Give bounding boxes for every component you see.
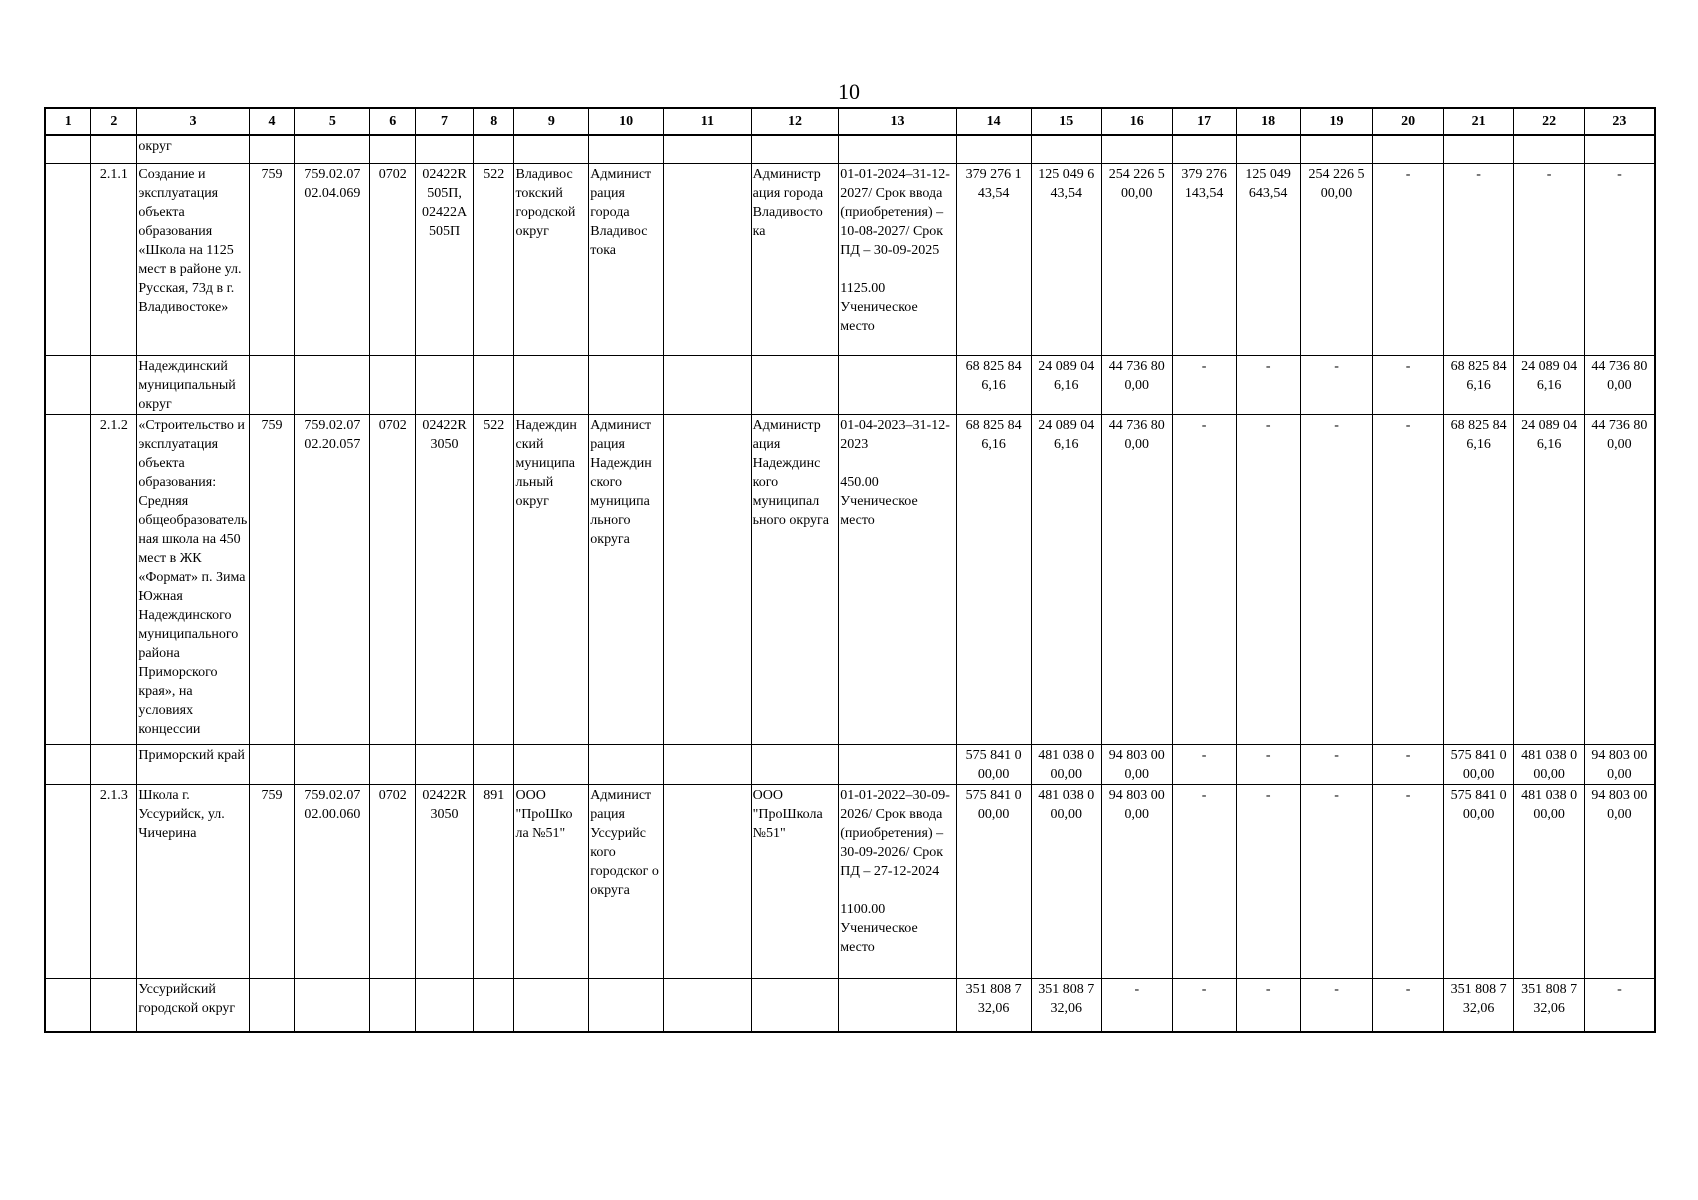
amount-col16: 44 736 80 0,00 xyxy=(1102,355,1173,414)
cell-col1 xyxy=(45,135,91,163)
amount-col17 xyxy=(1172,135,1236,163)
cell-col1 xyxy=(45,163,91,355)
cell-col11 xyxy=(664,163,752,355)
amount-col23: - xyxy=(1584,163,1655,355)
amount-col14: 68 825 84 6,16 xyxy=(956,355,1031,414)
object-row xyxy=(45,414,1655,744)
cell-col11 xyxy=(664,135,752,163)
amount-col23: - xyxy=(1584,978,1655,1032)
terms-capacity-cell: 01-01-2022–30-09-2026/ Срок ввода (приобретения) – 30-09-2026/ Срок ПД – 27-12-2024 1100.00 Ученическое место xyxy=(839,784,957,978)
amount-col21: 68 825 84 6,16 xyxy=(1443,355,1514,414)
cell-col8 xyxy=(473,135,514,163)
district-name-cell: округ xyxy=(137,135,249,163)
amount-col18: 125 049 643,54 xyxy=(1236,163,1300,355)
cell-col2 xyxy=(91,355,137,414)
cell-col1 xyxy=(45,978,91,1032)
target-article-cell: 759.02.07 02.00.060 xyxy=(295,784,370,978)
amount-col18: - xyxy=(1236,355,1300,414)
target-code-cell: 02422R 3050 xyxy=(416,414,474,744)
cell-col6 xyxy=(370,355,416,414)
column-header-18: 18 xyxy=(1236,108,1300,135)
investment-objects-table xyxy=(44,107,1656,1033)
amount-col23 xyxy=(1584,135,1655,163)
amount-col15: 351 808 7 32,06 xyxy=(1031,978,1102,1032)
amount-col17: 379 276 143,54 xyxy=(1172,163,1236,355)
object-row xyxy=(45,784,1655,978)
amount-col16: 94 803 00 0,00 xyxy=(1102,784,1173,978)
cell-col12 xyxy=(751,978,839,1032)
column-header-14: 14 xyxy=(956,108,1031,135)
amount-col23: 94 803 00 0,00 xyxy=(1584,784,1655,978)
amount-col18: - xyxy=(1236,978,1300,1032)
district-subtotal-row xyxy=(45,355,1655,414)
column-header-6: 6 xyxy=(370,108,416,135)
column-header-17: 17 xyxy=(1172,108,1236,135)
amount-col18: - xyxy=(1236,744,1300,784)
cell-col9 xyxy=(514,978,589,1032)
column-header-4: 4 xyxy=(249,108,295,135)
cell-col1 xyxy=(45,744,91,784)
chapter-code-cell: 759 xyxy=(249,784,295,978)
cell-col7 xyxy=(416,355,474,414)
amount-col16: 254 226 5 00,00 xyxy=(1102,163,1173,355)
cell-col5 xyxy=(295,135,370,163)
amount-col21: 68 825 84 6,16 xyxy=(1443,414,1514,744)
cell-col13 xyxy=(839,355,957,414)
responsible-authority-cell: Админист рация Надеждин ского муниципа льного округа xyxy=(589,414,664,744)
column-header-16: 16 xyxy=(1102,108,1173,135)
terms-capacity-cell: 01-01-2024–31-12-2027/ Срок ввода (приобретения) – 10-08-2027/ Срок ПД – 30-09-2025 1125.00 Ученическое место xyxy=(839,163,957,355)
column-header-12: 12 xyxy=(751,108,839,135)
column-header-21: 21 xyxy=(1443,108,1514,135)
column-number-header-row xyxy=(45,108,1655,135)
amount-col17: - xyxy=(1172,784,1236,978)
chapter-code-cell: 759 xyxy=(249,414,295,744)
location-cell: Надеждин ский муниципа льный округ xyxy=(514,414,589,744)
cell-col2 xyxy=(91,978,137,1032)
amount-col19: - xyxy=(1300,355,1373,414)
amount-col14: 351 808 7 32,06 xyxy=(956,978,1031,1032)
amount-col22: 24 089 04 6,16 xyxy=(1514,414,1585,744)
amount-col17: - xyxy=(1172,355,1236,414)
amount-col18: - xyxy=(1236,784,1300,978)
section-code-cell: 0702 xyxy=(370,163,416,355)
amount-col20: - xyxy=(1373,163,1444,355)
amount-col16: 94 803 00 0,00 xyxy=(1102,744,1173,784)
customer-cell: ООО "ПроШкола №51" xyxy=(751,784,839,978)
cell-col5 xyxy=(295,744,370,784)
page-number: 10 xyxy=(838,79,860,104)
location-cell: Владивос токский городской округ xyxy=(514,163,589,355)
column-header-8: 8 xyxy=(473,108,514,135)
cell-col4 xyxy=(249,355,295,414)
cell-col12 xyxy=(751,355,839,414)
expense-type-cell: 522 xyxy=(473,163,514,355)
cell-col9 xyxy=(514,135,589,163)
responsible-authority-cell: Админист рация Уссурийс кого городског о округа xyxy=(589,784,664,978)
amount-col14: 379 276 1 43,54 xyxy=(956,163,1031,355)
column-header-1: 1 xyxy=(45,108,91,135)
amount-col23: 44 736 80 0,00 xyxy=(1584,414,1655,744)
amount-col21: 575 841 0 00,00 xyxy=(1443,784,1514,978)
cell-col5 xyxy=(295,355,370,414)
amount-col17: - xyxy=(1172,744,1236,784)
district-name-cell: Приморский край xyxy=(137,744,249,784)
amount-col18 xyxy=(1236,135,1300,163)
amount-col21: 351 808 7 32,06 xyxy=(1443,978,1514,1032)
amount-col19: 254 226 5 00,00 xyxy=(1300,163,1373,355)
amount-col15 xyxy=(1031,135,1102,163)
target-code-cell: 02422R 505П, 02422А 505П xyxy=(416,163,474,355)
amount-col22: 24 089 04 6,16 xyxy=(1514,355,1585,414)
object-number-cell: 2.1.1 xyxy=(91,163,137,355)
amount-col22: 481 038 0 00,00 xyxy=(1514,784,1585,978)
cell-col2 xyxy=(91,135,137,163)
amount-col16: - xyxy=(1102,978,1173,1032)
amount-col18: - xyxy=(1236,414,1300,744)
object-row xyxy=(45,163,1655,355)
location-cell: ООО "ПроШко ла №51" xyxy=(514,784,589,978)
amount-col20: - xyxy=(1373,784,1444,978)
cell-col7 xyxy=(416,744,474,784)
amount-col20: - xyxy=(1373,414,1444,744)
amount-col20: - xyxy=(1373,744,1444,784)
amount-col20 xyxy=(1373,135,1444,163)
column-header-23: 23 xyxy=(1584,108,1655,135)
cell-col9 xyxy=(514,744,589,784)
column-header-20: 20 xyxy=(1373,108,1444,135)
amount-col17: - xyxy=(1172,414,1236,744)
cell-col12 xyxy=(751,135,839,163)
customer-cell: Администр ация Надеждинс кого муниципал ьного округа xyxy=(751,414,839,744)
cell-col5 xyxy=(295,978,370,1032)
section-code-cell: 0702 xyxy=(370,414,416,744)
cell-col11 xyxy=(664,744,752,784)
object-name-cell: Школа г. Уссурийск, ул. Чичерина xyxy=(137,784,249,978)
amount-col19: - xyxy=(1300,978,1373,1032)
amount-col19: - xyxy=(1300,414,1373,744)
column-header-22: 22 xyxy=(1514,108,1585,135)
amount-col21: - xyxy=(1443,163,1514,355)
column-header-11: 11 xyxy=(664,108,752,135)
amount-col15: 125 049 6 43,54 xyxy=(1031,163,1102,355)
cell-col2 xyxy=(91,744,137,784)
district-name-cell: Уссурийский городской округ xyxy=(137,978,249,1032)
amount-col15: 24 089 04 6,16 xyxy=(1031,414,1102,744)
cell-col4 xyxy=(249,978,295,1032)
cell-col12 xyxy=(751,744,839,784)
target-code-cell: 02422R 3050 xyxy=(416,784,474,978)
cell-col1 xyxy=(45,414,91,744)
column-header-19: 19 xyxy=(1300,108,1373,135)
column-header-7: 7 xyxy=(416,108,474,135)
amount-col20: - xyxy=(1373,355,1444,414)
amount-col16 xyxy=(1102,135,1173,163)
cell-col4 xyxy=(249,135,295,163)
column-header-10: 10 xyxy=(589,108,664,135)
amount-col23: 94 803 00 0,00 xyxy=(1584,744,1655,784)
amount-col22 xyxy=(1514,135,1585,163)
object-name-cell: «Строительство и эксплуатация объекта образования: Средняя общеобразовательная школа на 450 мест в ЖК «Формат» п. Зима Южная Надеждинского муниципального района Приморского края», на условиях концессии xyxy=(137,414,249,744)
cell-col7 xyxy=(416,978,474,1032)
amount-col14: 575 841 0 00,00 xyxy=(956,784,1031,978)
amount-col19: - xyxy=(1300,784,1373,978)
cell-col13 xyxy=(839,744,957,784)
amount-col14: 575 841 0 00,00 xyxy=(956,744,1031,784)
cell-col1 xyxy=(45,355,91,414)
cell-col11 xyxy=(664,784,752,978)
amount-col22: - xyxy=(1514,163,1585,355)
column-header-2: 2 xyxy=(91,108,137,135)
chapter-code-cell: 759 xyxy=(249,163,295,355)
district-name-cell: Надеждинский муниципальный округ xyxy=(137,355,249,414)
amount-col14 xyxy=(956,135,1031,163)
responsible-authority-cell: Админист рация города Владивос тока xyxy=(589,163,664,355)
amount-col15: 481 038 0 00,00 xyxy=(1031,744,1102,784)
expense-type-cell: 522 xyxy=(473,414,514,744)
object-number-cell: 2.1.2 xyxy=(91,414,137,744)
amount-col19: - xyxy=(1300,744,1373,784)
cell-col4 xyxy=(249,744,295,784)
expense-type-cell: 891 xyxy=(473,784,514,978)
cell-col13 xyxy=(839,135,957,163)
cell-col6 xyxy=(370,978,416,1032)
amount-col14: 68 825 84 6,16 xyxy=(956,414,1031,744)
cell-col7 xyxy=(416,135,474,163)
cell-col10 xyxy=(589,744,664,784)
cell-col10 xyxy=(589,355,664,414)
terms-capacity-cell: 01-04-2023–31-12-2023 450.00 Ученическое место xyxy=(839,414,957,744)
object-number-cell: 2.1.3 xyxy=(91,784,137,978)
object-name-cell: Создание и эксплуатация объекта образования «Школа на 1125 мест в районе ул. Русская, 73д в г. Владивостоке» xyxy=(137,163,249,355)
amount-col19 xyxy=(1300,135,1373,163)
district-subtotal-row xyxy=(45,744,1655,784)
cell-col6 xyxy=(370,744,416,784)
cell-col6 xyxy=(370,135,416,163)
cell-col11 xyxy=(664,978,752,1032)
column-header-5: 5 xyxy=(295,108,370,135)
cell-col8 xyxy=(473,355,514,414)
district-subtotal-row xyxy=(45,135,1655,163)
column-header-9: 9 xyxy=(514,108,589,135)
amount-col22: 351 808 7 32,06 xyxy=(1514,978,1585,1032)
amount-col22: 481 038 0 00,00 xyxy=(1514,744,1585,784)
cell-col13 xyxy=(839,978,957,1032)
amount-col16: 44 736 80 0,00 xyxy=(1102,414,1173,744)
target-article-cell: 759.02.07 02.20.057 xyxy=(295,414,370,744)
cell-col10 xyxy=(589,978,664,1032)
amount-col17: - xyxy=(1172,978,1236,1032)
amount-col20: - xyxy=(1373,978,1444,1032)
column-header-15: 15 xyxy=(1031,108,1102,135)
amount-col23: 44 736 80 0,00 xyxy=(1584,355,1655,414)
target-article-cell: 759.02.07 02.04.069 xyxy=(295,163,370,355)
cell-col11 xyxy=(664,414,752,744)
amount-col21: 575 841 0 00,00 xyxy=(1443,744,1514,784)
cell-col9 xyxy=(514,355,589,414)
cell-col10 xyxy=(589,135,664,163)
column-header-3: 3 xyxy=(137,108,249,135)
amount-col15: 24 089 04 6,16 xyxy=(1031,355,1102,414)
section-code-cell: 0702 xyxy=(370,784,416,978)
cell-col11 xyxy=(664,355,752,414)
cell-col1 xyxy=(45,784,91,978)
cell-col8 xyxy=(473,744,514,784)
district-subtotal-row xyxy=(45,978,1655,1032)
amount-col21 xyxy=(1443,135,1514,163)
customer-cell: Администр ация города Владивосто ка xyxy=(751,163,839,355)
amount-col15: 481 038 0 00,00 xyxy=(1031,784,1102,978)
cell-col8 xyxy=(473,978,514,1032)
column-header-13: 13 xyxy=(839,108,957,135)
